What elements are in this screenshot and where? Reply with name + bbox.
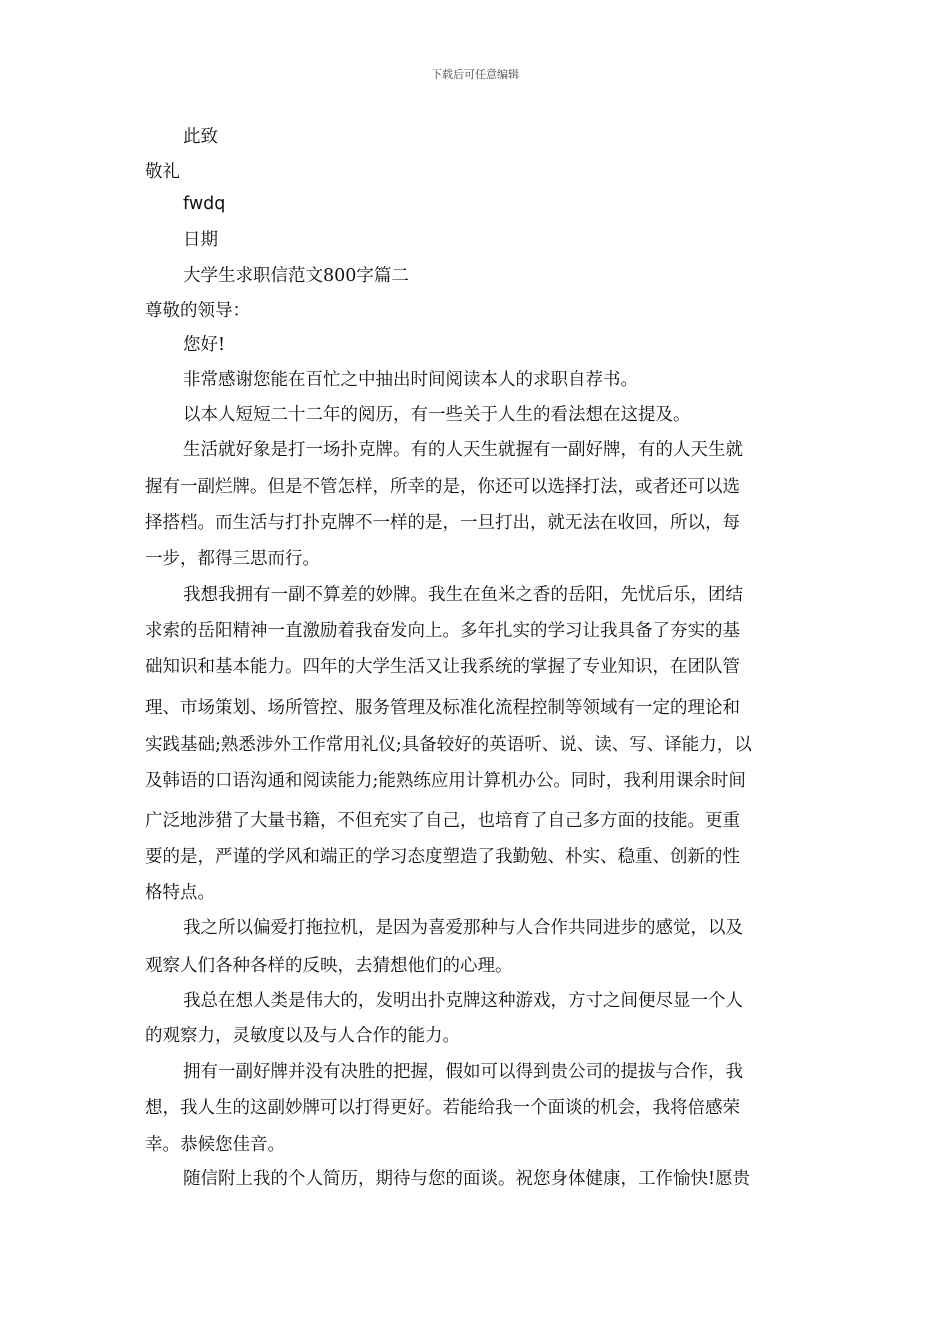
section-title: 大学生求职信范文800字篇二 <box>183 266 409 286</box>
body-line: 广泛地涉猎了大量书籍，不但充实了自己，也培育了自己多方面的技能。更重 <box>145 811 740 831</box>
closing-regards: 敬礼 <box>145 162 180 182</box>
body-line: 拥有一副好牌并没有决胜的把握，假如可以得到贵公司的提拔与合作，我 <box>183 1062 743 1082</box>
page-header: 下载后可任意编辑 <box>431 68 519 81</box>
body-line: 生活就好象是打一场扑克牌。有的人天生就握有一副好牌，有的人天生就 <box>183 440 743 460</box>
body-line: 我想我拥有一副不算差的妙牌。我生在鱼米之香的岳阳，先忧后乐，团结 <box>183 585 743 605</box>
body-line: 想，我人生的这副妙牌可以打得更好。若能给我一个面谈的机会，我将倍感荣 <box>145 1098 740 1118</box>
body-line: 择搭档。而生活与打扑克牌不一样的是，一旦打出，就无法在收回，所以，每 <box>145 513 740 533</box>
body-line: 我之所以偏爱打拖拉机，是因为喜爱那种与人合作共同进步的感觉，以及 <box>183 918 743 938</box>
body-line: 以本人短短二十二年的阅历，有一些关于人生的看法想在这提及。 <box>183 405 691 425</box>
body-line: 格特点。 <box>145 883 215 903</box>
body-line: 非常感谢您能在百忙之中抽出时间阅读本人的求职自荐书。 <box>183 370 638 390</box>
date-label: 日期 <box>183 230 218 250</box>
greeting: 尊敬的领导： <box>145 301 250 321</box>
body-line: 一步，都得三思而行。 <box>145 549 320 569</box>
body-line: 幸。恭候您佳音。 <box>145 1135 285 1155</box>
body-line: 理、市场策划、场所管控、服务管理及标准化流程控制等领域有一定的理论和 <box>145 698 740 718</box>
hello-line: 您好! <box>183 335 226 355</box>
body-line: 实践基础;熟悉涉外工作常用礼仪;具备较好的英语听、说、读、写、译能力，以 <box>145 735 752 755</box>
body-line: 握有一副烂牌。但是不管怎样，所幸的是，你还可以选择打法，或者还可以选 <box>145 477 740 497</box>
body-line: 观察人们各种各样的反映，去猜想他们的心理。 <box>145 956 513 976</box>
body-line: 础知识和基本能力。四年的大学生活又让我系统的掌握了专业知识，在团队管 <box>145 657 740 677</box>
closing-salutation: 此致 <box>183 127 218 147</box>
body-line: 我总在想人类是伟大的，发明出扑克牌这种游戏，方寸之间便尽显一个人 <box>183 991 743 1011</box>
signature: fwdq <box>183 194 226 214</box>
body-line: 求索的岳阳精神一直激励着我奋发向上。多年扎实的学习让我具备了夯实的基 <box>145 621 740 641</box>
body-line: 要的是，严谨的学风和端正的学习态度塑造了我勤勉、朴实、稳重、创新的性 <box>145 847 740 867</box>
body-line: 的观察力，灵敏度以及与人合作的能力。 <box>145 1026 460 1046</box>
body-line: 及韩语的口语沟通和阅读能力;能熟练应用计算机办公。同时，我利用课余时间 <box>145 771 746 791</box>
body-line: 随信附上我的个人简历，期待与您的面谈。祝您身体健康，工作愉快!愿贵 <box>183 1169 751 1189</box>
